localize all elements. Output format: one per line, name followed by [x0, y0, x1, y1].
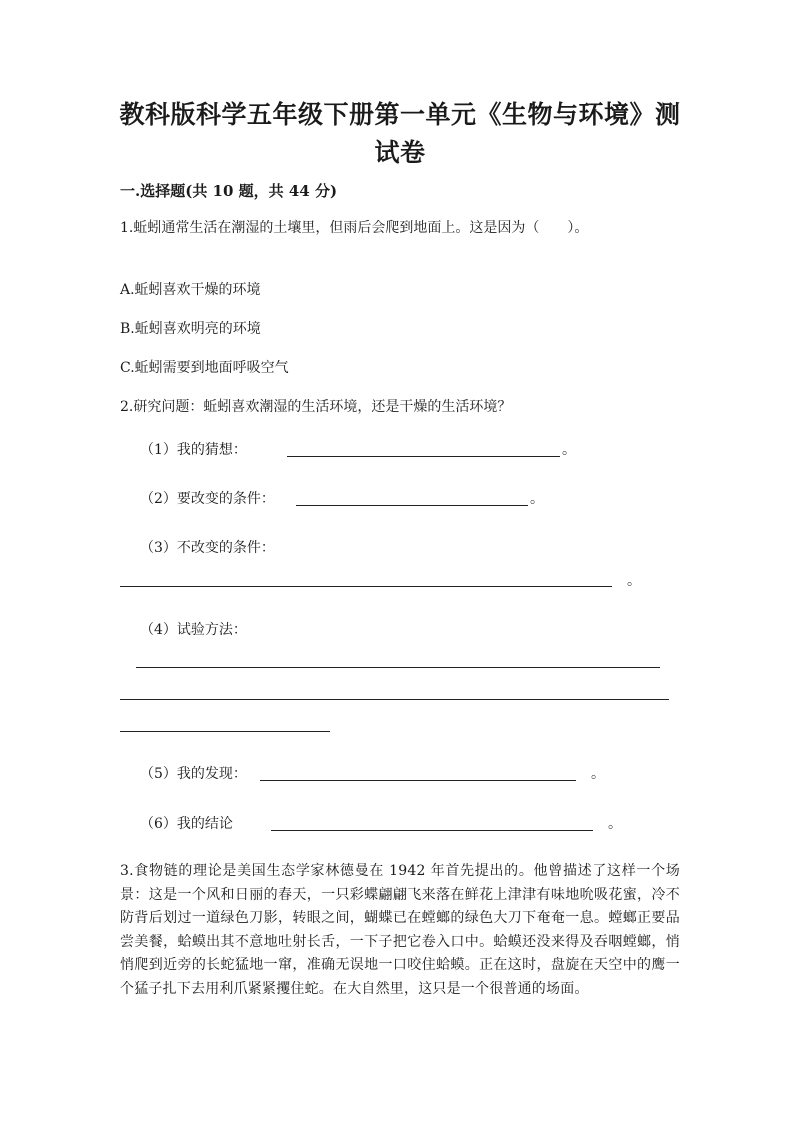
- question-2-stem: 2.研究问题：蚯蚓喜欢潮湿的生活环境，还是干燥的生活环境？: [120, 399, 512, 415]
- question-1-option-a[interactable]: A.蚯蚓喜欢干燥的环境: [120, 282, 261, 298]
- finding-period: 。: [591, 766, 605, 782]
- unchanged-condition-label: （3）不改变的条件：: [140, 540, 275, 556]
- method-answer-line-3[interactable]: [120, 731, 330, 732]
- method-answer-line-2[interactable]: [120, 699, 669, 700]
- guess-label: （1）我的猜想：: [140, 442, 247, 458]
- changed-condition-answer-line[interactable]: [296, 505, 528, 506]
- unchanged-condition-answer-line[interactable]: [120, 586, 612, 587]
- finding-answer-line[interactable]: [260, 780, 576, 781]
- page-title: [100, 96, 700, 172]
- guess-answer-line[interactable]: [287, 456, 560, 457]
- question-1-option-c[interactable]: C.蚯蚓需要到地面呼吸空气: [120, 360, 289, 376]
- method-answer-line-1[interactable]: [136, 667, 660, 668]
- changed-condition-label: （2）要改变的条件：: [140, 491, 275, 507]
- title-line-2: 试卷: [374, 138, 426, 167]
- title-line-1: 教科版科学五年级下册第一单元《生物与环境》测: [119, 100, 681, 129]
- finding-label: （5）我的发现：: [140, 766, 247, 782]
- conclusion-label: （6）我的结论: [140, 816, 233, 832]
- changed-condition-period: 。: [530, 491, 544, 507]
- unchanged-condition-period: 。: [627, 573, 641, 589]
- method-label: （4）试验方法：: [140, 622, 247, 638]
- conclusion-period: 。: [608, 816, 622, 832]
- conclusion-answer-line[interactable]: [271, 830, 593, 831]
- question-1-option-b[interactable]: B.蚯蚓喜欢明亮的环境: [120, 321, 261, 337]
- question-1-stem: 1.蚯蚓通常生活在潮湿的土壤里，但雨后会爬到地面上。这是因为（ ）。: [120, 220, 589, 236]
- guess-period: 。: [562, 442, 576, 458]
- section-heading: 一.选择题(共 10 题，共 44 分): [120, 182, 338, 200]
- question-3-paragraph: 3.食物链的理论是美国生态学家林德曼在 1942 年首先提出的。他曾描述了这样一个场景：这是一个风和日丽的春天，一只彩蝶翩翩飞来落在鲜花上津津有味地吮吸花蜜，冷不防背后划过一道绿色刀影，转眼之间，蝴蝶已在螳螂的绿色大刀下奄奄一息。螳螂正要品尝美餐，蛤蟆出其不意地吐射长舌，一下子把它卷入口中。蛤蟆还没来得及吞咽螳螂，悄悄爬到近旁的长蛇猛地一窜，准确无误地一口咬住蛤蟆。正在这时，盘旋在天空中的鹰一个猛子扎下去用利爪紧紧攫住蛇。在大自然里，这只是一个很普通的场面。: [120, 863, 680, 997]
